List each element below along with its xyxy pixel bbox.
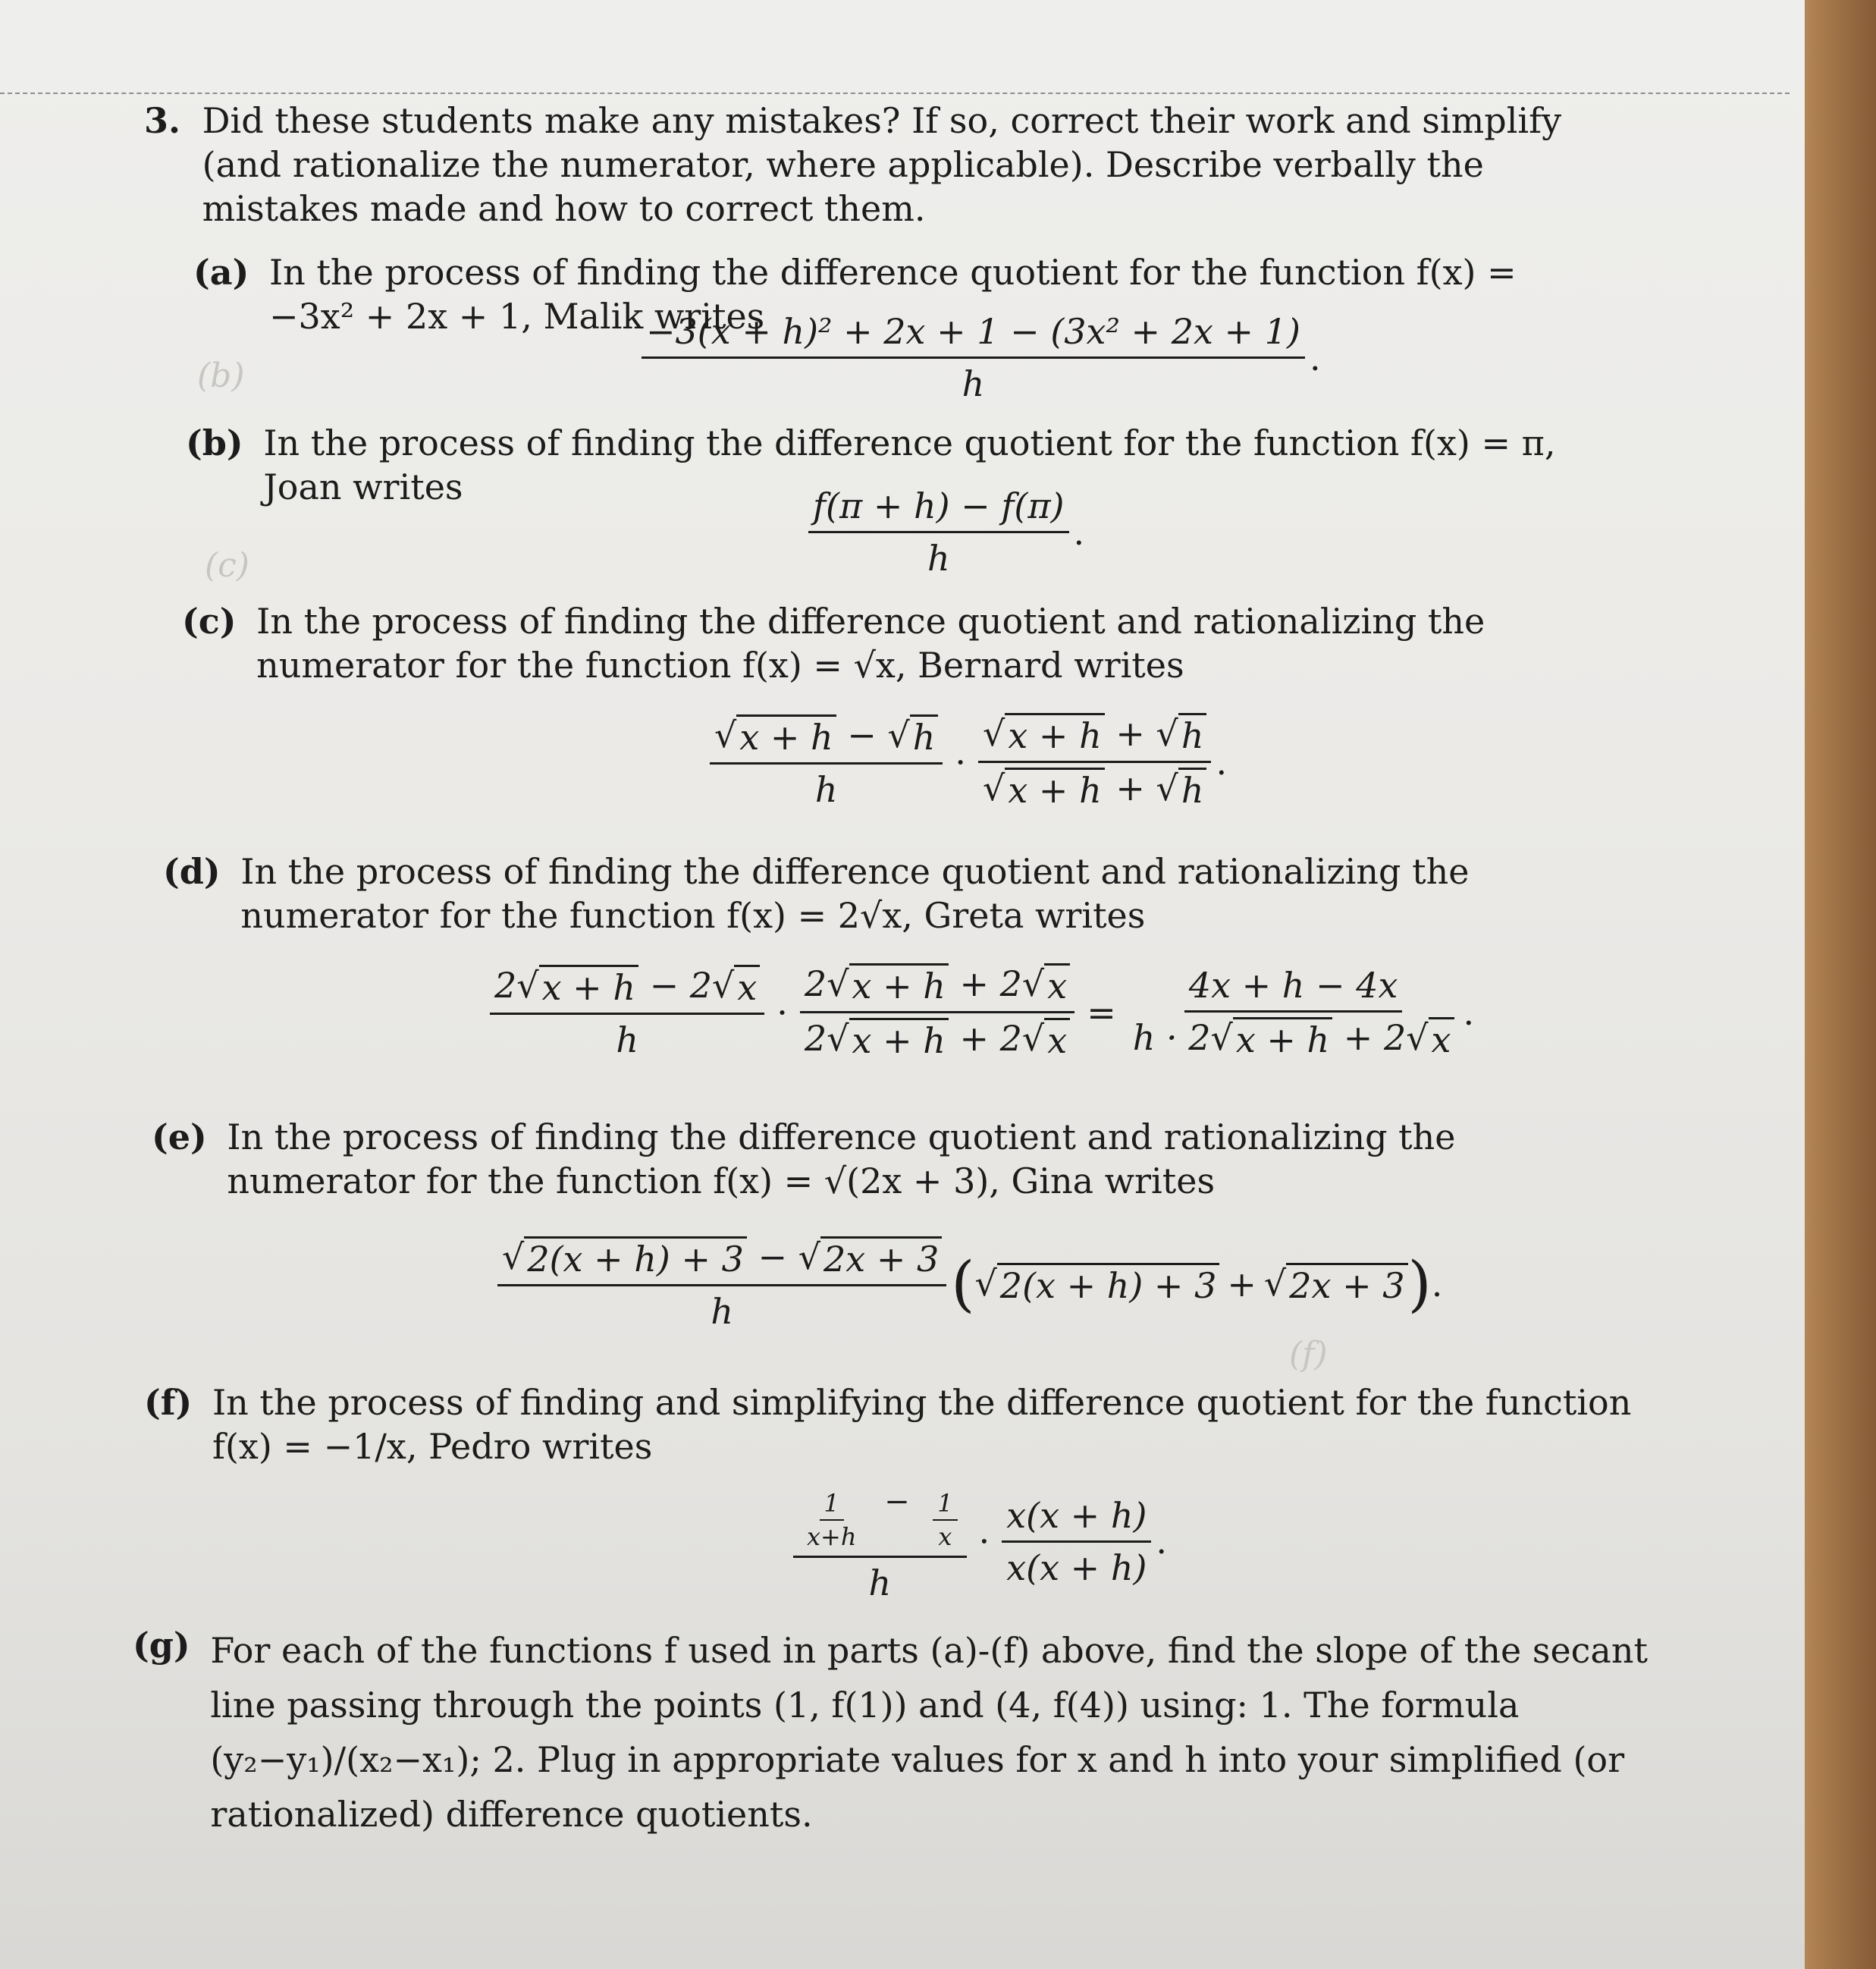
part-c-denominator: h bbox=[814, 768, 838, 810]
part-c-text: In the process of finding the difference quotient and rationalizing the numerator for the function f(x) = √x, Bernard writes bbox=[256, 601, 1485, 686]
part-g bbox=[133, 1623, 1725, 1842]
part-e-label: (e) bbox=[152, 1116, 207, 1157]
part-d-text: In the process of finding the difference quotient and rationalizing the numerator for the function f(x) = 2√x, Greta writes bbox=[240, 851, 1470, 936]
part-f-text: In the process of finding and simplifying the difference quotient for the function f(x) = −1/x, Pedro writes bbox=[212, 1382, 1632, 1467]
part-c-label: (c) bbox=[182, 601, 237, 642]
part-f bbox=[144, 1380, 1691, 1468]
part-a-label: (a) bbox=[193, 252, 249, 293]
problem-number: 3. bbox=[144, 100, 181, 141]
part-c-formula: √ x + h − √ h h · √ x + h + √ h √ x + h + √ h . bbox=[705, 713, 1227, 811]
part-b-denominator: h bbox=[927, 538, 950, 579]
part-f-label: (f) bbox=[144, 1382, 193, 1423]
part-b-numerator: f(π + h) − f(π) bbox=[808, 485, 1069, 533]
part-d-label: (d) bbox=[163, 851, 221, 892]
part-a-denominator: h bbox=[962, 363, 985, 404]
part-g-label: (g) bbox=[133, 1625, 190, 1666]
part-f-factor-denominator: x(x + h) bbox=[1006, 1547, 1147, 1588]
part-b-formula: $\frac{f(\pi + h) - f(\pi)}{h}$ . bbox=[804, 485, 1084, 579]
part-f-denominator: h bbox=[868, 1562, 892, 1603]
part-f-formula: $\frac{1}{x+h}$ − $\frac{1}{x}$ h · $\frac{x(x + h)}{x(x + h)}$ . bbox=[789, 1479, 1167, 1603]
part-d-denominator: h bbox=[616, 1019, 638, 1060]
part-d bbox=[163, 849, 1649, 937]
table-surface bbox=[1805, 0, 1876, 1969]
problem-text: Did these students make any mistakes? If so, correct their work and simplify (and rationalize the numerator, where applicable). Describe verbally the mistakes made and how to correct them. bbox=[202, 100, 1562, 229]
part-e-denominator: h bbox=[711, 1291, 733, 1332]
part-d-result-numerator: 4x + h − 4x bbox=[1184, 965, 1403, 1013]
part-b-label: (b) bbox=[186, 422, 243, 463]
part-e-text: In the process of finding the difference quotient and rationalizing the numerator for the function f(x) = √(2x + 3), Gina writes bbox=[227, 1116, 1456, 1201]
part-a-text: In the process of finding the difference quotient for the function f(x) = −3x² + 2x + 1, Malik writes bbox=[268, 252, 1517, 337]
part-b-text: In the process of finding the difference quotient for the function f(x) = π, Joan writes bbox=[263, 422, 1556, 507]
bleed-through-text: (c) bbox=[205, 546, 249, 585]
part-a-numerator: −3(x + h)² + 2x + 1 − (3x² + 2x + 1) bbox=[642, 311, 1305, 359]
part-a-formula: $\frac{\text{−3(x + h)² + 2x + 1 − (3x² + 2x + 1)}}{h}$ . bbox=[637, 311, 1321, 404]
part-g-text: For each of the functions f used in parts (a)-(f) above, find the slope of the secant line passing through the points (1, f(1)) and (4, f(4)) using: 1. The formula (y₂−y₁)/(x₂−x₁); 2. Plug in appropriate values for x and h into your simplified (or rationalized) difference quotients. bbox=[210, 1630, 1648, 1835]
part-f-factor-numerator: x(x + h) bbox=[1002, 1495, 1151, 1543]
part-e bbox=[152, 1115, 1668, 1203]
page-edge-line bbox=[0, 93, 1790, 94]
part-c bbox=[182, 599, 1638, 687]
bleed-through-text: (f) bbox=[1289, 1335, 1328, 1374]
part-d-formula: 2 √ x + h − 2 √ x h · 2 √ x + h + 2 √ x 2 √ x + h + 2 √ x = 4x + h − 4x h · 2 √ x + h + 2 √ x . bbox=[485, 963, 1474, 1061]
problem-intro bbox=[144, 99, 1585, 231]
bleed-through-text: (b) bbox=[197, 356, 245, 395]
part-e-formula: √ 2(x + h) + 3 − √ 2x + 3 h ( √ 2(x + h) + 3 + √ 2x + 3 ) . bbox=[493, 1236, 1442, 1332]
